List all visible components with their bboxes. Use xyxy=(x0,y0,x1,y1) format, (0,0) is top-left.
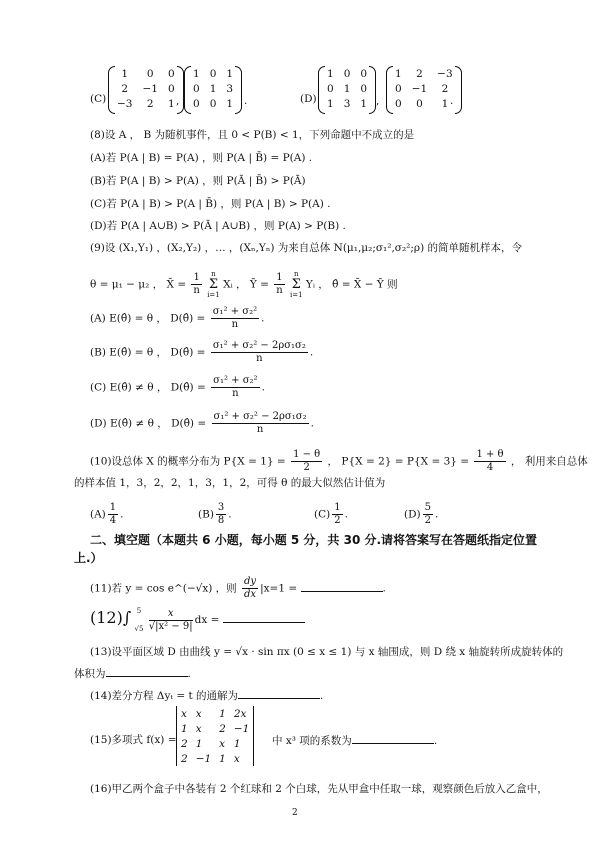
q9-option-b: (B) E(θ̂) = θ ， D(θ̂) = $\frac{\text{σ₁² + σ₂² − 2ρσ₁σ₂}}{n}$ . xyxy=(90,340,314,364)
matrix-c1-row xyxy=(112,81,180,96)
matrix-d1-row xyxy=(322,96,372,111)
q9-yi: Yᵢ xyxy=(305,278,315,291)
q11-answer-blank[interactable] xyxy=(301,581,383,592)
determinant-row xyxy=(177,721,253,736)
matrix-c1-cell: 2 xyxy=(146,97,154,110)
matrix-d1-cell: 0 xyxy=(343,67,351,80)
q9-ybar-fraction: $\frac{1}{n}$ xyxy=(276,272,283,296)
matrix-c2-cell: 1 xyxy=(193,67,200,80)
matrix-c1-cell: 0 xyxy=(167,82,175,95)
q11: (11)若 y = cos e^(−√x) ，则 $\frac{dy}{dx}$ |x=1 = . xyxy=(90,576,386,600)
option-d-label: (D) xyxy=(300,93,317,105)
matrix-sep: , xyxy=(176,95,180,107)
matrix-d2-row xyxy=(390,66,458,81)
matrix-d1-row xyxy=(322,66,372,81)
page-number: 2 xyxy=(292,808,298,818)
matrix-c1-cell: −1 xyxy=(142,82,158,95)
matrix-d1-cell: 1 xyxy=(343,82,351,95)
determinant-cell: x xyxy=(219,737,226,750)
matrix-d1-cell: 0 xyxy=(360,82,368,95)
q15-answer-blank[interactable] xyxy=(352,733,434,744)
q9-stem: (9)设 (X₁,Y₁) ，(X₂,Y₂) ，… ，(Xₙ,Yₙ) 为来自总体 N(μ₁,μ₂;σ₁²,σ₂²;ρ) 的简单随机样本，令 xyxy=(90,242,523,254)
q15-determinant xyxy=(176,706,254,766)
matrix-c1-cell: 0 xyxy=(167,67,175,80)
matrix-d2-row xyxy=(390,96,458,111)
q10-option-d: (D) $\frac{5}{2}$ . xyxy=(404,502,439,526)
matrix-c2-row xyxy=(188,81,238,96)
matrix-d2-cell: 0 xyxy=(416,97,423,110)
determinant-cell: −1 xyxy=(195,752,212,765)
determinant-cell: x xyxy=(181,707,187,720)
q13-line2: 体积为 . xyxy=(74,668,191,680)
determinant-cell: 2x xyxy=(233,707,247,720)
matrix-c2-row xyxy=(188,96,238,111)
matrix-d1-cell: 1 xyxy=(360,97,368,110)
matrix-c1-row xyxy=(112,96,180,111)
matrix-d2-cell: 1 xyxy=(441,97,449,110)
matrix-c2 xyxy=(188,66,238,111)
q13-line1: (13)设平面区域 D 由曲线 y = √x · sin πx (0 ≤ x ≤ 1) 与 x 轴围成，则 D 绕 x 轴旋转所成旋转体的 xyxy=(90,646,564,658)
q12-answer-blank[interactable] xyxy=(223,612,305,623)
matrix-d2-cell: −3 xyxy=(437,67,453,80)
q10-option-c: (C) $\frac{1}{2}$ . xyxy=(314,502,348,526)
determinant-cell: x xyxy=(233,752,240,765)
determinant-cell: 1 xyxy=(219,752,226,765)
q14: (14)差分方程 Δyₜ = t 的通解为 . xyxy=(90,690,324,702)
q15-post: 中 x³ 项的系数为 . xyxy=(272,735,438,747)
matrix-c1-row xyxy=(112,66,180,81)
determinant-row xyxy=(177,736,253,751)
matrix-c1-cell: 0 xyxy=(146,67,154,80)
q13-answer-blank[interactable] xyxy=(106,666,188,677)
q9-xbar-def: X̄ = xyxy=(166,278,190,291)
q9-option-d: (D) E(θ̂) ≠ θ ， D(θ̂) = $\frac{\text{σ₁² + σ₂² − 2ρσ₁σ₂}}{n}$ . xyxy=(90,411,314,435)
matrix-c1-cell: 1 xyxy=(121,67,129,80)
q10-option-b: (B) $\frac{3}{8}$ . xyxy=(198,502,232,526)
matrix-d2-cell: 2 xyxy=(441,82,449,95)
matrix-d2-cell: 0 xyxy=(395,82,402,95)
determinant-cell: 1 xyxy=(181,722,188,735)
determinant-cell: 2 xyxy=(219,722,226,735)
matrix-c2-row xyxy=(188,66,238,81)
matrix-d1-cell: 3 xyxy=(343,97,351,110)
matrix-c2-cell: 0 xyxy=(193,97,200,110)
q9-definitions xyxy=(90,270,398,299)
matrix-c1-cell: 2 xyxy=(121,82,129,95)
determinant-cell: x xyxy=(195,707,202,720)
matrix-d1-cell: 0 xyxy=(327,82,334,95)
determinant-cell: 1 xyxy=(219,707,226,720)
q9-xi: Xᵢ xyxy=(223,278,233,291)
matrix-c2-cell: 3 xyxy=(226,82,234,95)
q8-option-b: (B)若 P(A | B) > P(A) ，则 P(Ā | B̄) > P(Ā) xyxy=(90,175,306,187)
q8-option-c: (C)若 P(A | B) > P(A | B̄) ，则 P(A | B) > P(A) . xyxy=(90,198,331,210)
q9-sum-symbol: n Σ i=1 xyxy=(207,270,220,299)
matrix-c2-cell: 0 xyxy=(193,82,200,95)
matrix-end: . xyxy=(244,95,248,107)
determinant-cell: 2 xyxy=(181,737,188,750)
q9-theta-hat-def: ， θ̂ = X̄ − Ȳ 则 xyxy=(318,278,398,291)
matrix-c1-cell: 1 xyxy=(167,97,175,110)
determinant-cell: 1 xyxy=(233,737,241,750)
matrix-d2 xyxy=(390,66,458,111)
matrix-c2-cell: 1 xyxy=(226,97,234,110)
matrix-c1 xyxy=(112,66,180,111)
q15-pre: (15)多项式 f(x) = xyxy=(90,734,177,746)
q9-sum-symbol: n Σ i=1 xyxy=(290,270,303,299)
determinant-cell: 1 xyxy=(195,737,203,750)
determinant-row xyxy=(177,706,253,721)
matrix-d1-cell: 1 xyxy=(327,67,334,80)
q12: (12)∫ 5 √5 $\frac{x}{\text{√|x² − 9|}}$ dx = xyxy=(90,607,305,633)
matrix-d2-cell: −1 xyxy=(411,82,428,95)
determinant-row xyxy=(177,751,253,766)
q14-answer-blank[interactable] xyxy=(238,688,320,699)
section-heading-cont: 上.） xyxy=(74,551,103,565)
q8-stem: (8)设 A ， B 为随机事件，且 0 < P(B) < 1，下列命题中不成立的是 xyxy=(90,129,415,141)
matrix-c2-cell: 1 xyxy=(226,67,234,80)
q10-line2: 的样本值 1，3，2，2，1，3，1，2，可得 θ 的最大似然估计值为 xyxy=(74,477,386,489)
determinant-cell: x xyxy=(195,722,202,735)
matrix-d2-cell: 1 xyxy=(395,67,402,80)
matrix-d2-cell: 2 xyxy=(416,67,423,80)
q10-option-a: (A) $\frac{1}{4}$ . xyxy=(90,502,124,526)
matrix-d2-cell: 0 xyxy=(395,97,402,110)
matrix-d2-row xyxy=(390,81,458,96)
determinant-cell: −1 xyxy=(233,722,250,735)
matrix-d1-cell: 0 xyxy=(360,67,368,80)
determinant-cell: 2 xyxy=(181,752,188,765)
q8-option-d: (D)若 P(A | A∪B) > P(Ā | A∪B) ，则 P(A) > P(B) . xyxy=(90,220,346,232)
matrix-end: . xyxy=(450,95,454,107)
q9-theta-def: θ = μ₁ − μ₂ ， xyxy=(90,278,164,291)
matrix-d1-cell: 1 xyxy=(327,97,334,110)
matrix-c2-cell: 0 xyxy=(209,97,217,110)
section-heading: 二、填空题（本题共 6 小题，每小题 5 分，共 30 分.请将答案写在答题纸指定位置 xyxy=(90,533,538,547)
q8-option-a: (A)若 P(A | B) = P(A) ，则 P(A | B̄) = P(A) . xyxy=(90,152,313,164)
q9-xbar-fraction: $\frac{1}{n}$ xyxy=(193,272,200,296)
q10-stem: (10)设总体 X 的概率分布为 P{X = 1} = $\frac{1 - \theta}{2}$ ， P{X = 2} = P{X = 3} = $\frac{1 + \theta}{4}$ ， 利用来自总体 xyxy=(90,449,588,473)
matrix-c2-cell: 0 xyxy=(209,67,217,80)
matrix-d1-row xyxy=(322,81,372,96)
q9-ybar-def: ， Ȳ = xyxy=(236,278,273,291)
q9-option-c: (C) E(θ̂) ≠ θ ， D(θ̂) = $\frac{\text{σ₁² + σ₂²}}{n}$ . xyxy=(90,375,265,399)
q16-line1: (16)甲乙两个盒子中各装有 2 个红球和 2 个白球，先从甲盒中任取一球，观察颜色后放入乙盒中， xyxy=(90,783,548,795)
matrix-c1-cell: −3 xyxy=(117,97,133,110)
q9-option-a: (A) E(θ̂) = θ ， D(θ̂) = $\frac{\text{σ₁² + σ₂²}}{n}$ . xyxy=(90,306,265,330)
matrix-sep: , xyxy=(376,95,380,107)
option-c-label: (C) xyxy=(90,93,107,105)
matrix-d1 xyxy=(322,66,372,111)
matrix-c2-cell: 1 xyxy=(209,82,217,95)
